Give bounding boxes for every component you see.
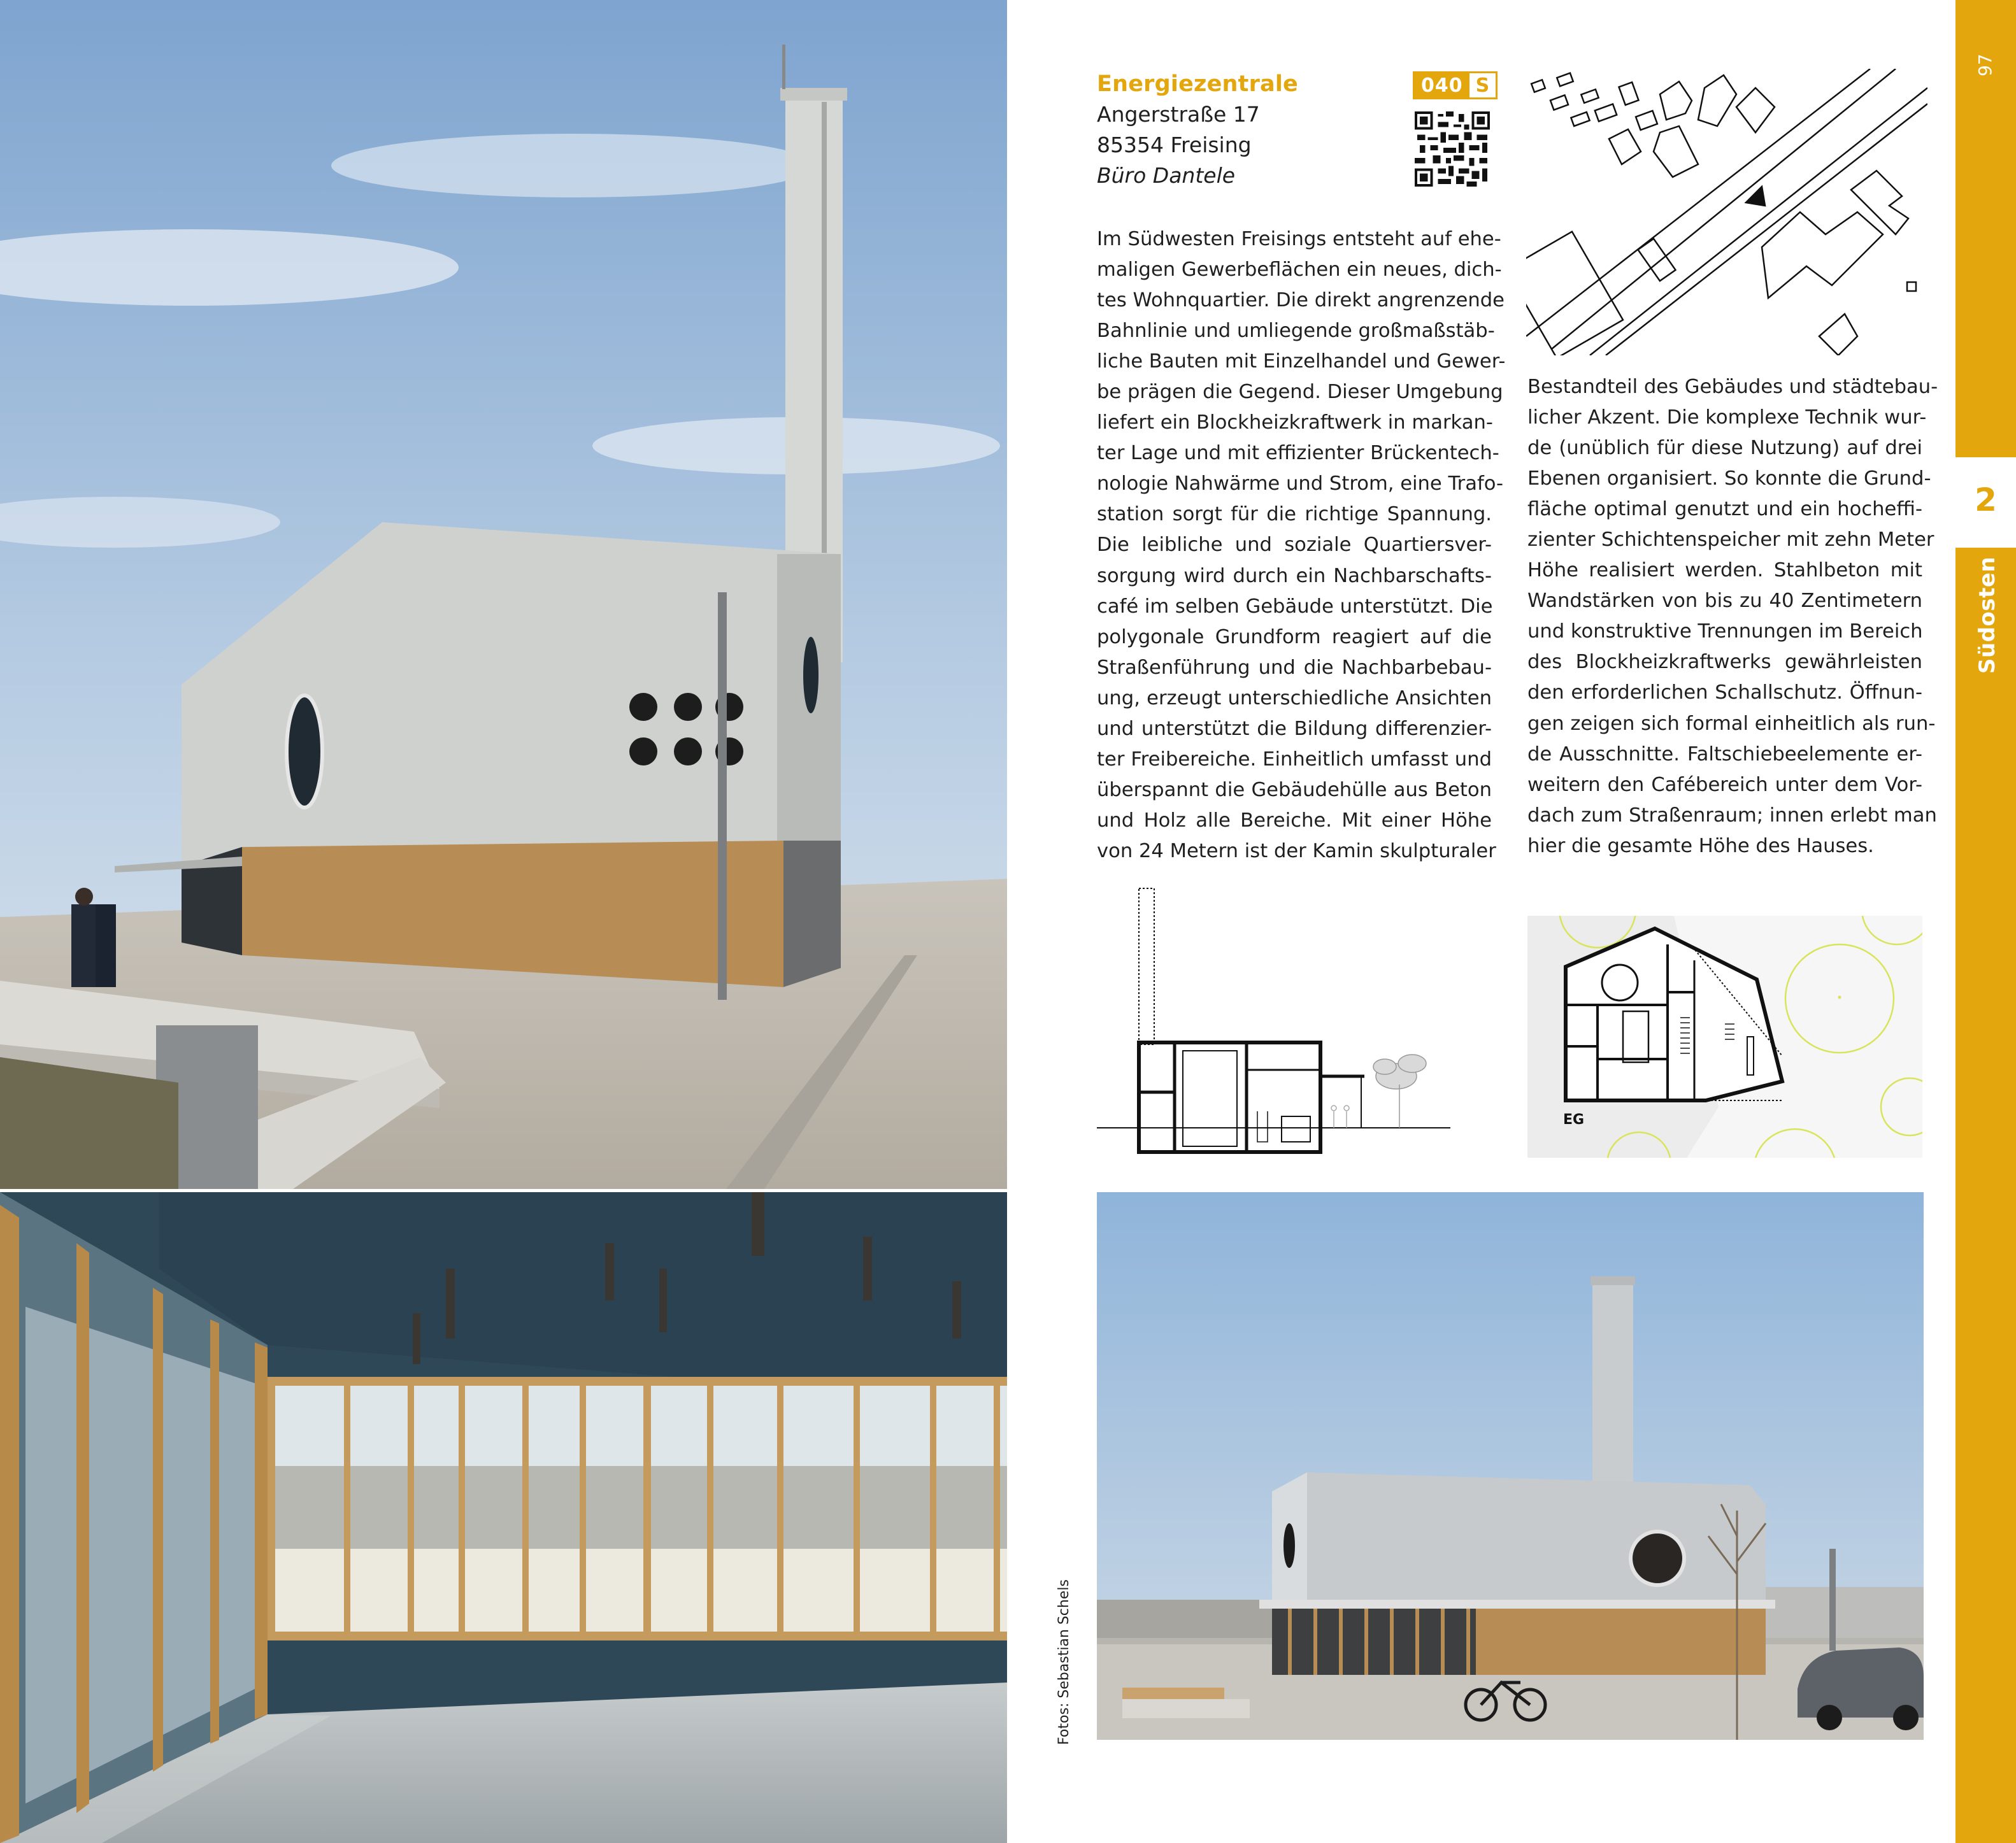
text-line: Wandstärken von bis zu 40 Zentimetern [1527,590,1922,613]
text-line: des Blockheizkraftwerks gewährleisten [1527,651,1922,674]
text-line: be prägen die Gegend. Dieser Umgebung [1097,381,1503,404]
section-drawing [1097,882,1454,1162]
region-letter: S [1469,73,1496,97]
text-line: ter Lage und mit effizienter Brückentech- [1097,442,1499,465]
text-line: liefert ein Blockheizkraftwerk in markan- [1097,411,1493,434]
page-number: 97 [1975,53,1996,76]
body-text-column-1 [1097,224,1506,867]
text-line: café im selben Gebäude unterstützt. Die [1097,595,1493,618]
text-line: von 24 Metern ist der Kamin skulpturaler [1097,839,1496,862]
text-line: gen zeigen sich formal einheitlich als run- [1527,712,1936,735]
photo-credit: Fotos: Sebastian Schels [1056,1579,1072,1745]
section-label: Südosten [1975,556,2000,674]
text-line: ung, erzeugt unterschiedliche Ansichten [1097,687,1492,709]
text-line: und konstruktive Trennungen im Bereich [1527,620,1923,643]
text-line: Im Südwesten Freisings entsteht auf ehe- [1097,228,1501,250]
project-number: 040 [1421,75,1463,97]
text-line: weitern den Cafébereich unter dem Vor- [1527,773,1922,796]
exterior-photo [0,0,1007,1189]
text-line: tes Wohnquartier. Die direkt angrenzende [1097,289,1505,312]
text-line: fläche optimal genutzt und ein hocheffi- [1527,498,1922,521]
exterior-photo-street [1097,1192,1924,1740]
text-line: dach zum Straßenraum; innen erlebt man [1527,804,1937,827]
architect-name: Büro Dantele [1097,163,1236,188]
text-line: station sorgt für die richtige Spannung. [1097,503,1492,526]
text-line: und unterstützt die Bildung differenzier- [1097,717,1492,740]
text-line: hier die gesamte Höhe des Hauses. [1527,834,1874,857]
interior-photo [0,1192,1007,1843]
text-line: licher Akzent. Die komplexe Technik wur- [1527,406,1927,429]
text-line: liche Bauten mit Einzelhandel und Gewer- [1097,350,1506,373]
text-line: de (unüblich für diese Nutzung) auf drei [1527,437,1922,460]
text-line: ter Freibereiche. Einheitlich umfasst und [1097,748,1492,771]
text-line: de Ausschnitte. Faltschiebeelemente er- [1527,743,1922,765]
project-number-badge [1413,71,1498,99]
text-line: polygonale Grundform reagiert auf die [1097,625,1492,648]
text-line: und Holz alle Bereiche. Mit einer Höhe [1097,809,1492,832]
qr-code-icon [1415,111,1490,187]
text-line: Bahnlinie und umliegende großmaßstäb- [1097,320,1495,343]
text-line: Höhe realisiert werden. Stahlbeton mit [1527,559,1922,582]
text-line: maligen Gewerbeflächen ein neues, dich- [1097,259,1502,281]
floor-plan-drawing [1527,916,1922,1158]
text-line: den erforderlichen Schallschutz. Öffnun- [1527,681,1922,704]
body-text-column-2 [1527,372,1938,862]
text-line: Straßenführung und die Nachbarbebau- [1097,656,1492,679]
address-street: Angerstraße 17 [1097,102,1260,127]
text-line: nologie Nahwärme und Strom, eine Trafo- [1097,473,1504,495]
site-plan-drawing [1526,69,1927,355]
text-line: Die leibliche und soziale Quartiersver- [1097,534,1492,557]
floor-plan-label: EG [1563,1112,1585,1128]
chapter-sidebar [1955,0,2016,1843]
text-line: Bestandteil des Gebäudes und städtebau- [1527,376,1938,398]
text-line: überspannt die Gebäudehülle aus Beton [1097,778,1492,801]
text-line: Ebenen organisiert. So konnte die Grund- [1527,467,1931,490]
text-line: zienter Schichtenspeicher mit zehn Meter [1527,529,1934,551]
project-title: Energiezentrale [1097,71,1298,97]
chapter-number: 2 [1975,481,1997,518]
text-line: sorgung wird durch ein Nachbarschafts- [1097,564,1492,587]
address-city: 85354 Freising [1097,132,1252,157]
